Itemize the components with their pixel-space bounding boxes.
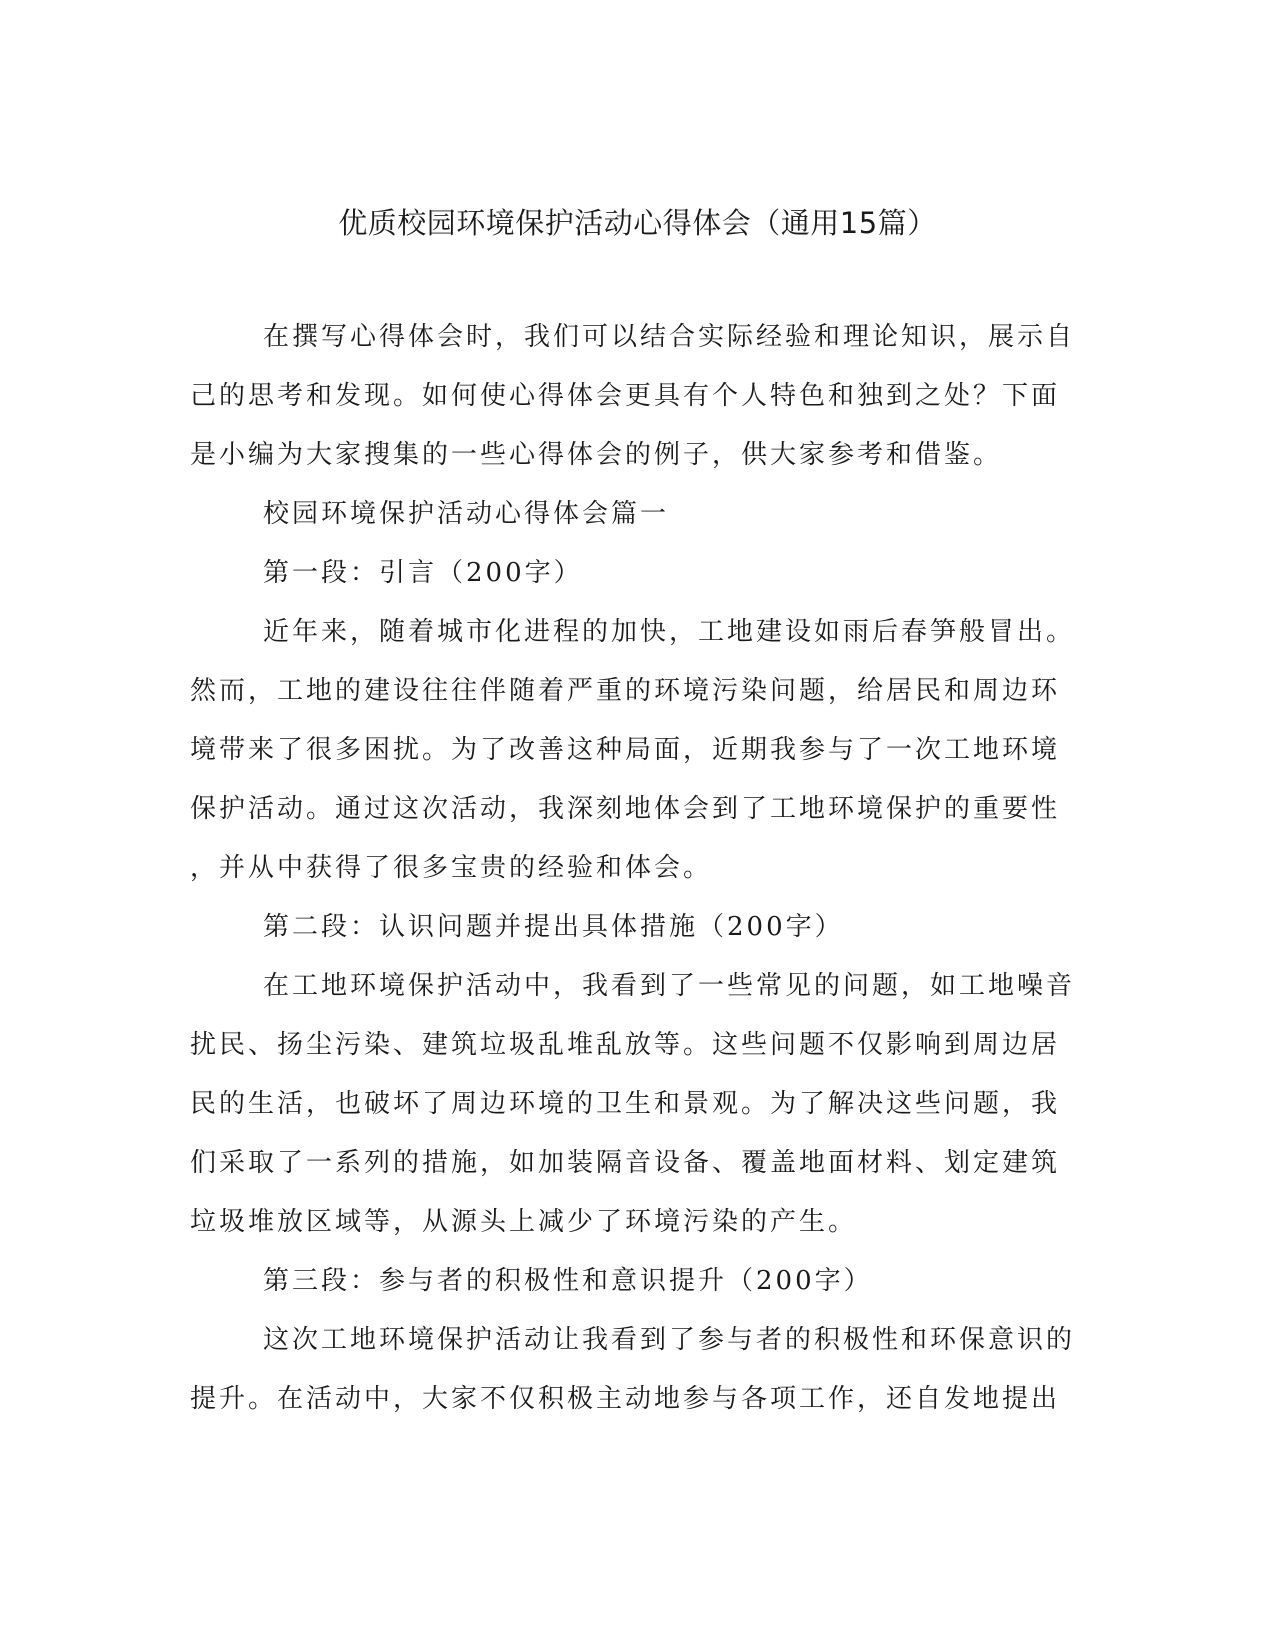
paragraph-line: 垃圾堆放区域等，从源头上减少了环境污染的产生。 <box>190 1207 858 1237</box>
paragraph-line: 是小编为大家搜集的一些心得体会的例子，供大家参考和借鉴。 <box>190 440 1003 470</box>
section-subheading: 第三段：参与者的积极性和意识提升（200字） <box>263 1266 873 1296</box>
paragraph-line: 在工地环境保护活动中，我看到了一些常见的问题，如工地噪音 <box>263 971 1076 1001</box>
paragraph-line: 保护活动。通过这次活动，我深刻地体会到了工地环境保护的重要性 <box>190 794 1061 824</box>
paragraph-line: ，并从中获得了很多宝贵的经验和体会。 <box>190 853 713 883</box>
paragraph-line: 境带来了很多困扰。为了改善这种局面，近期我参与了一次工地环境 <box>190 735 1061 765</box>
paragraph-line: 在撰写心得体会时，我们可以结合实际经验和理论知识，展示自 <box>263 322 1076 352</box>
section-heading: 校园环境保护活动心得体会篇一 <box>263 499 670 529</box>
paragraph-line: 这次工地环境保护活动让我看到了参与者的积极性和环保意识的 <box>263 1325 1076 1355</box>
paragraph-line: 提升。在活动中，大家不仅积极主动地参与各项工作，还自发地提出 <box>190 1384 1061 1414</box>
paragraph-line: 然而，工地的建设往往伴随着严重的环境污染问题，给居民和周边环 <box>190 676 1061 706</box>
paragraph-line: 近年来，随着城市化进程的加快，工地建设如雨后春笋般冒出。 <box>263 617 1076 647</box>
document-title: 优质校园环境保护活动心得体会（通用15篇） <box>338 206 937 240</box>
paragraph-line: 们采取了一系列的措施，如加装隔音设备、覆盖地面材料、划定建筑 <box>190 1148 1061 1178</box>
section-subheading: 第一段：引言（200字） <box>263 558 583 588</box>
paragraph-line: 扰民、扬尘污染、建筑垃圾乱堆乱放等。这些问题不仅影响到周边居 <box>190 1030 1061 1060</box>
paragraph-line: 己的思考和发现。如何使心得体会更具有个人特色和独到之处？下面 <box>190 381 1061 411</box>
section-subheading: 第二段：认识问题并提出具体措施（200字） <box>263 912 844 942</box>
paragraph-line: 民的生活，也破坏了周边环境的卫生和景观。为了解决这些问题，我 <box>190 1089 1061 1119</box>
